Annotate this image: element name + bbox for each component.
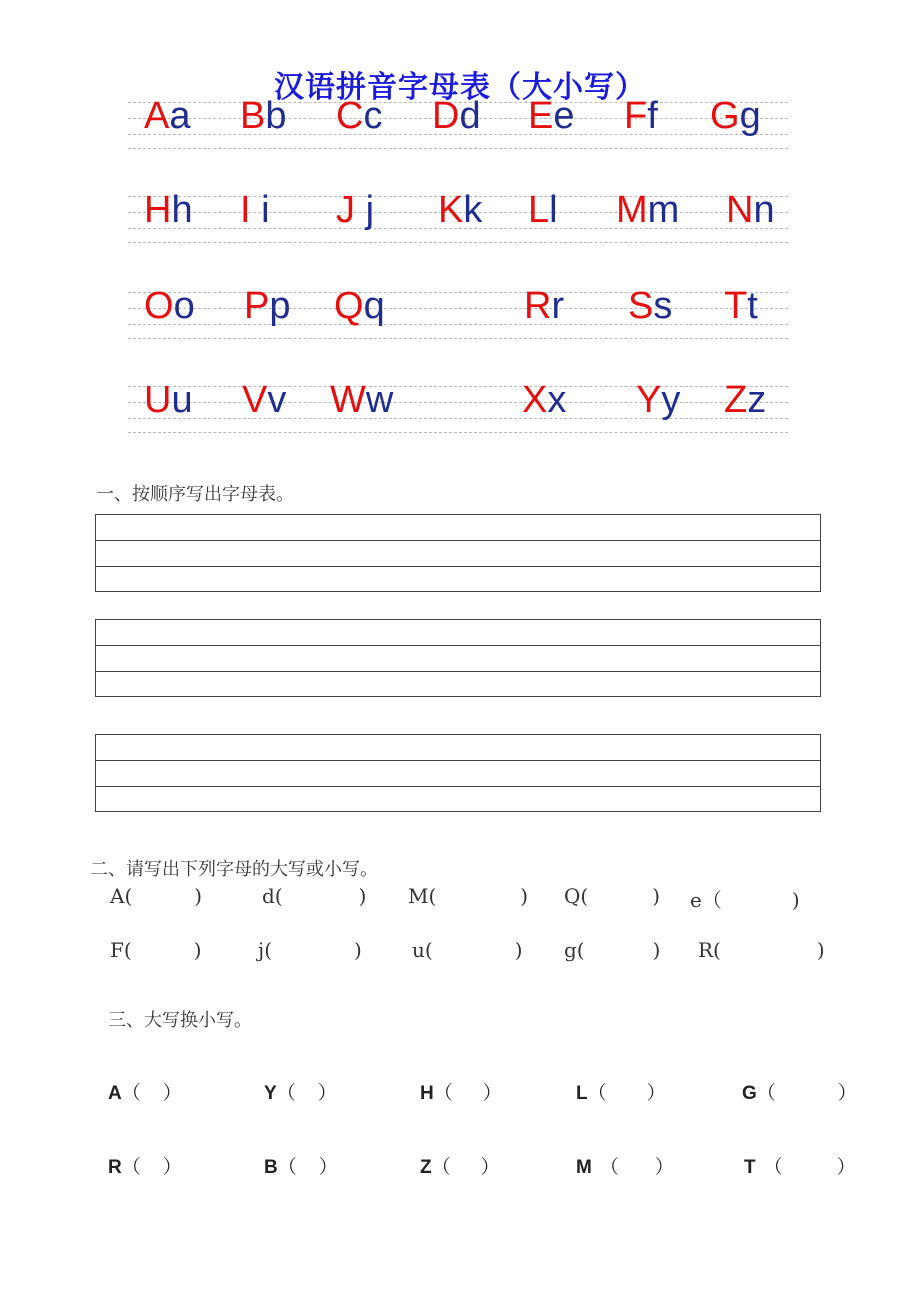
- letter-pair-s: Ss: [628, 285, 673, 327]
- answer-blank-e[interactable]: e（ ): [690, 888, 800, 912]
- section-1-heading: 一、按顺序写出字母表。: [96, 484, 294, 505]
- letter-pair-e: Ee: [528, 95, 575, 137]
- answer-blank-r[interactable]: R( ): [698, 938, 825, 962]
- letter-pair-n: Nn: [726, 189, 775, 231]
- letter-pair-i: I i: [240, 189, 270, 231]
- letter-pair-v: Vv: [242, 379, 287, 421]
- letter-pair-h: Hh: [144, 189, 193, 231]
- letter-pair-f: Ff: [624, 95, 658, 137]
- letter-pair-l: Ll: [528, 189, 558, 231]
- letter-pair-p: Pp: [244, 285, 291, 327]
- letter-pair-a: Aa: [144, 95, 191, 137]
- convert-blank-b[interactable]: B（ ）: [264, 1157, 338, 1178]
- convert-blank-z[interactable]: Z（ ）: [420, 1157, 500, 1178]
- convert-blank-l[interactable]: L（ ）: [576, 1083, 666, 1104]
- letter-pair-o: Oo: [144, 285, 195, 327]
- section-3-heading: 三、大写换小写。: [108, 1010, 252, 1031]
- answer-blank-u[interactable]: u( ): [412, 938, 523, 962]
- page-title: 汉语拼音字母表（大小写）: [274, 70, 646, 105]
- section-2-heading: 二、请写出下列字母的大写或小写。: [90, 859, 378, 880]
- convert-blank-y[interactable]: Y（ ）: [264, 1083, 337, 1104]
- answer-blank-d[interactable]: d( ): [262, 884, 367, 908]
- answer-blank-f[interactable]: F( ): [110, 938, 202, 962]
- writing-box-3[interactable]: [95, 734, 821, 812]
- letter-pair-b: Bb: [240, 95, 287, 137]
- letter-pair-z: Zz: [724, 379, 767, 421]
- letter-pair-w: Ww: [330, 379, 394, 421]
- alphabet-row-3: [128, 285, 788, 340]
- answer-blank-g[interactable]: g( ): [564, 938, 661, 962]
- letter-pair-m: Mm: [616, 189, 680, 231]
- answer-blank-j[interactable]: j( ): [258, 938, 362, 962]
- letter-pair-t: Tt: [724, 285, 758, 327]
- letter-pair-r: Rr: [524, 285, 565, 327]
- convert-blank-a[interactable]: A（ ）: [108, 1083, 182, 1104]
- letter-pair-x: Xx: [522, 379, 567, 421]
- letter-pair-j: J j: [336, 189, 375, 231]
- convert-blank-r[interactable]: R（ ）: [108, 1157, 182, 1178]
- writing-box-1[interactable]: [95, 514, 821, 592]
- alphabet-row-2: [128, 189, 788, 244]
- letter-pair-k: Kk: [438, 189, 483, 231]
- convert-blank-m[interactable]: M （ ）: [576, 1157, 674, 1178]
- convert-blank-g[interactable]: G（ ）: [742, 1083, 857, 1104]
- letter-pair-y: Yy: [636, 379, 681, 421]
- letter-pair-d: Dd: [432, 95, 481, 137]
- answer-blank-m[interactable]: M( ): [408, 884, 529, 908]
- convert-blank-t[interactable]: T （ ）: [744, 1157, 856, 1178]
- alphabet-row-4: [128, 379, 788, 434]
- alphabet-row-1: [128, 95, 788, 150]
- letter-pair-q: Qq: [334, 285, 385, 327]
- answer-blank-q[interactable]: Q( ): [564, 884, 661, 908]
- writing-box-2[interactable]: [95, 619, 821, 697]
- letter-pair-u: Uu: [144, 379, 193, 421]
- letter-pair-c: Cc: [336, 95, 383, 137]
- answer-blank-a[interactable]: A( ): [110, 884, 203, 908]
- convert-blank-h[interactable]: H（ ）: [420, 1083, 502, 1104]
- letter-pair-g: Gg: [710, 95, 761, 137]
